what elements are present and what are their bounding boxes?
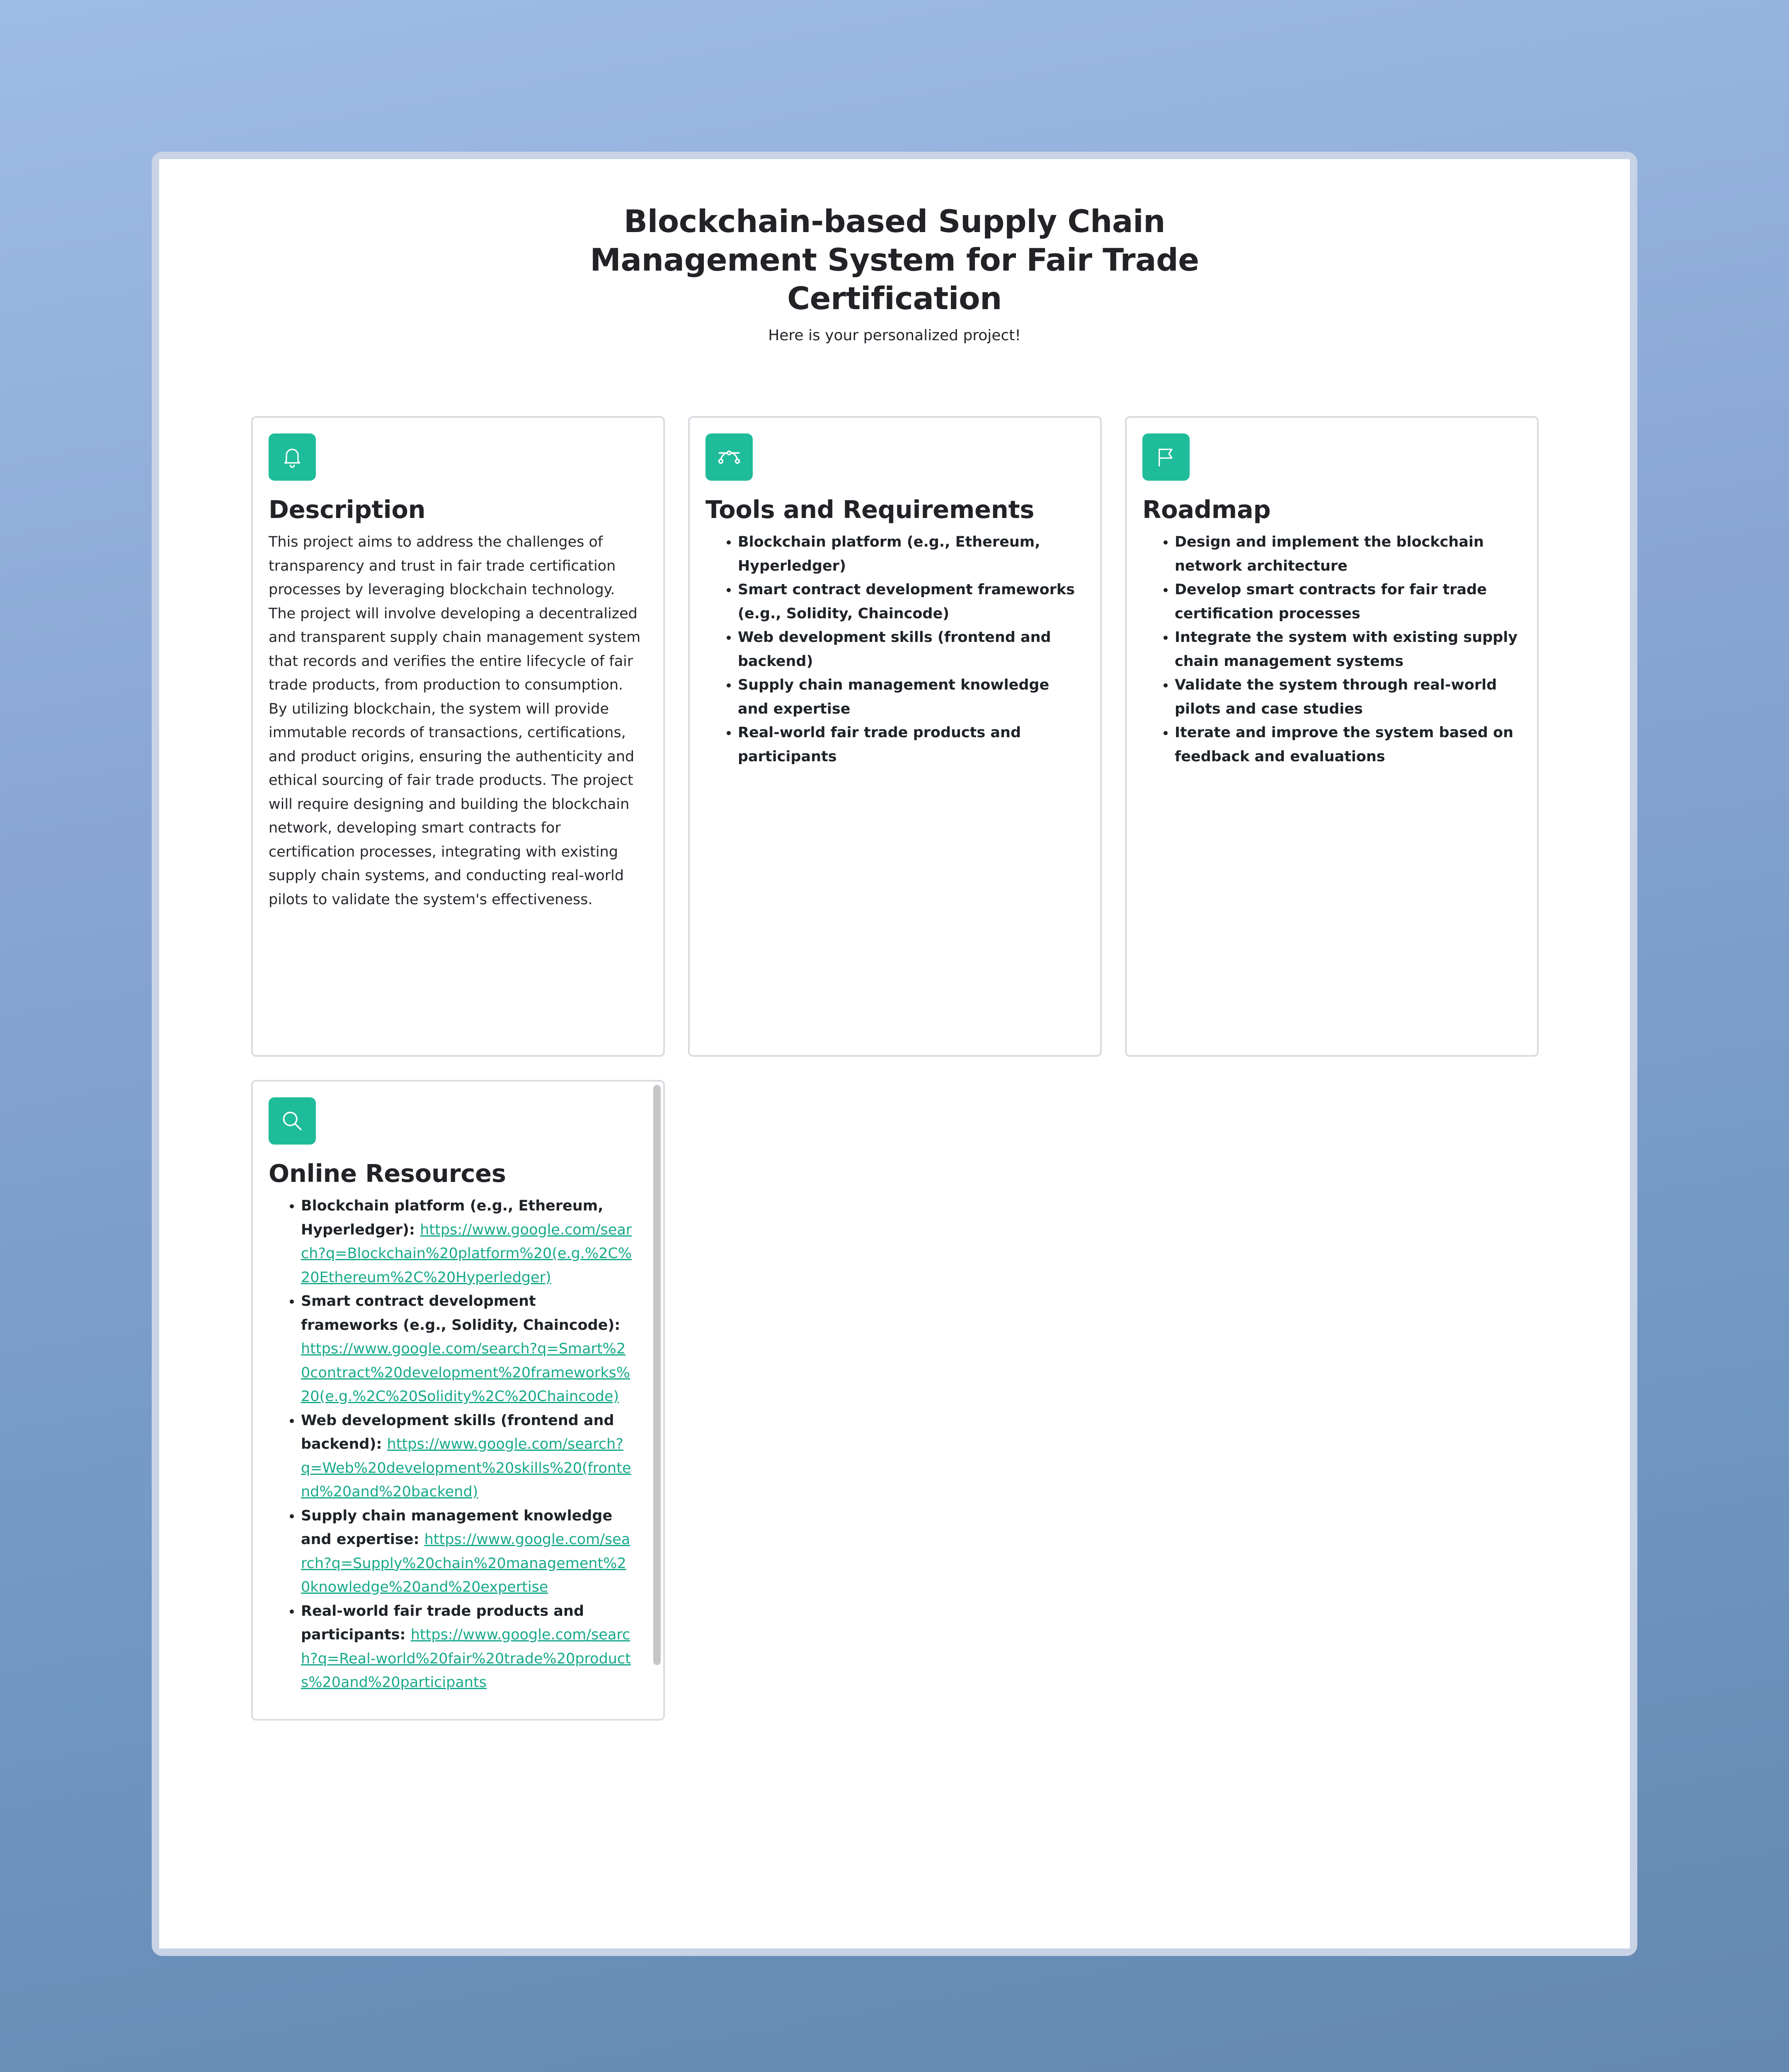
resource-link[interactable]: https://www.google.com/search?q=Web%20development%20skills%20(frontend%20and%20backend)	[301, 1436, 631, 1500]
resource-label: Blockchain platform (e.g., Ethereum, Hyperledger):	[301, 1198, 604, 1238]
resource-link[interactable]: https://www.google.com/search?q=Smart%20contract%20development%20frameworks%20(e.g.%2C%20Solidity%2C%20Chaincode)	[301, 1341, 630, 1405]
page-subtitle: Here is your personalized project!	[768, 327, 1021, 344]
resource-label: Web development skills (frontend and backend):	[301, 1412, 614, 1452]
list-item: • Real-world fair trade products and participants	[738, 721, 1084, 769]
bell-icon	[269, 433, 316, 481]
list-item: • Design and implement the blockchain network architecture	[1175, 530, 1520, 578]
description-text: This project aims to address the challenges of transparency and trust in fair trade certification processes by leveraging blockchain technology. The project will involve developing a decentralized and transparent supply chain management system that records and verifies the entire lifecycle of fair trade products, from production to consumption. By utilizing blockchain, the system will provide immutable records of transactions, certifications, and product origins, ensuring the authenticity and ethical sourcing of fair trade products. The project will require designing and building the blockchain network, developing smart contracts for certification processes, integrating with existing supply chain systems, and conducting real-world pilots to validate the system's effectiveness.	[269, 534, 641, 908]
list-item: • Develop smart contracts for fair trade certification processes	[1175, 578, 1520, 626]
resource-item	[301, 1409, 633, 1504]
page-title: Blockchain-based Supply Chain Management System for Fair Trade Certification	[590, 203, 1199, 317]
resource-link[interactable]: https://www.google.com/search?q=Real-world%20fair%20trade%20products%20and%20participants	[301, 1627, 631, 1691]
search-icon	[269, 1097, 316, 1145]
list-item: • Smart contract development frameworks (e.g., Solidity, Chaincode)	[738, 578, 1084, 626]
tools-list	[705, 530, 1084, 769]
description-card	[251, 416, 665, 1057]
roadmap-card	[1125, 416, 1539, 1057]
resources-card[interactable]	[251, 1080, 665, 1721]
resource-link[interactable]: https://www.google.com/search?q=Supply%20chain%20management%20knowledge%20and%20expertise	[301, 1531, 630, 1595]
list-item: • Web development skills (frontend and backend)	[738, 626, 1084, 673]
list-item: • Validate the system through real-world pilots and case studies	[1175, 673, 1520, 721]
scrollbar[interactable]	[653, 1085, 661, 1665]
tools-heading: Tools and Requirements	[705, 495, 1035, 524]
resource-item	[301, 1194, 633, 1290]
tools-card	[688, 416, 1102, 1057]
main-panel	[159, 159, 1630, 1949]
resource-link[interactable]: https://www.google.com/search?q=Blockchain%20platform%20(e.g.%2C%20Ethereum%2C%20Hyperledger)	[301, 1221, 632, 1286]
list-item: • Supply chain management knowledge and expertise	[738, 673, 1084, 721]
roadmap-list	[1142, 530, 1520, 769]
list-item: • Blockchain platform (e.g., Ethereum, Hyperledger)	[738, 530, 1084, 578]
resources-list	[269, 1194, 633, 1695]
resource-item	[301, 1504, 633, 1600]
bezier-curve-icon	[705, 433, 753, 481]
roadmap-heading: Roadmap	[1142, 495, 1271, 524]
resource-item	[301, 1600, 633, 1695]
flag-icon	[1142, 433, 1190, 481]
resource-label: Smart contract development frameworks (e.g., Solidity, Chaincode):	[301, 1293, 621, 1334]
page-header	[159, 202, 1630, 344]
list-item: • Iterate and improve the system based on feedback and evaluations	[1175, 721, 1520, 769]
resources-heading: Online Resources	[269, 1159, 506, 1188]
resource-label: Real-world fair trade products and participants:	[301, 1602, 584, 1643]
list-item: • Integrate the system with existing supply chain management systems	[1175, 626, 1520, 673]
resource-label: Supply chain management knowledge and expertise:	[301, 1507, 613, 1548]
resource-item	[301, 1290, 633, 1409]
description-heading: Description	[269, 495, 426, 524]
